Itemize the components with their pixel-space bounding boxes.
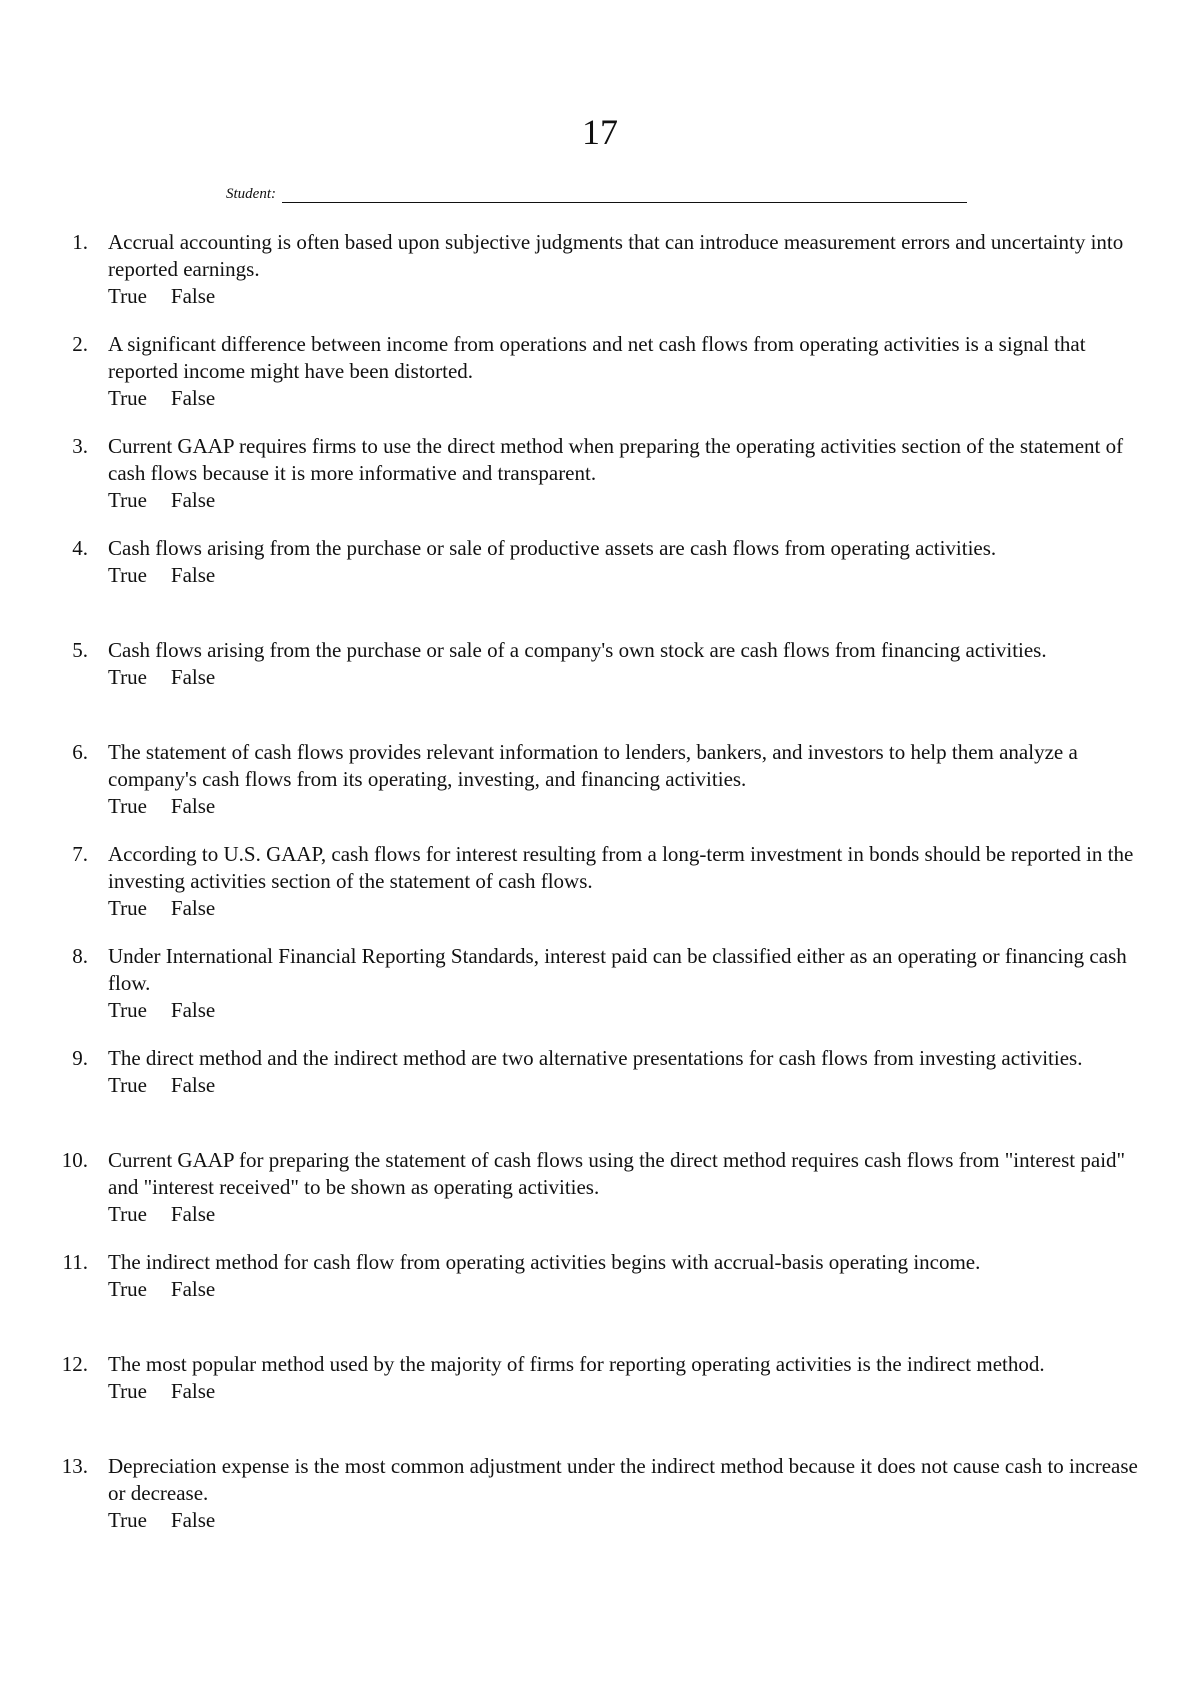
answer-options xyxy=(108,562,1150,589)
question-number: 8. xyxy=(72,944,88,968)
question-text: Accrual accounting is often based upon subjective judgments that can introduce measurement errors and uncertainty into reported earnings. xyxy=(108,230,1124,281)
question-body xyxy=(108,1453,1150,1534)
question-body xyxy=(108,433,1150,514)
answer-option-true[interactable]: True xyxy=(108,1202,147,1226)
question-number: 10. xyxy=(61,1148,88,1172)
question-item xyxy=(0,1147,1200,1249)
question-text: Depreciation expense is the most common adjustment under the indirect method because it does not cause cash to increase or decrease. xyxy=(108,1454,1138,1505)
answer-option-false[interactable]: False xyxy=(170,386,216,410)
answer-options xyxy=(108,1072,1150,1099)
answer-option-true[interactable]: True xyxy=(108,488,147,512)
answer-option-true[interactable]: True xyxy=(108,563,147,587)
question-body xyxy=(108,535,1150,589)
question-item xyxy=(0,535,1200,637)
question-number: 6. xyxy=(72,740,88,764)
answer-options xyxy=(108,1507,1150,1534)
question-item xyxy=(0,433,1200,535)
question-number: 7. xyxy=(72,842,88,866)
answer-options xyxy=(108,664,1150,691)
answer-option-false[interactable]: False xyxy=(170,284,216,308)
question-text: The direct method and the indirect method are two alternative presentations for cash flows from investing activities. xyxy=(108,1046,1083,1070)
answer-option-false[interactable]: False xyxy=(170,563,216,587)
student-name-line xyxy=(226,186,967,203)
question-text: Under International Financial Reporting Standards, interest paid can be classified either as an operating or financing cash flow. xyxy=(108,944,1127,995)
answer-option-false[interactable]: False xyxy=(170,1508,216,1532)
answer-option-true[interactable]: True xyxy=(108,1508,147,1532)
question-number: 5. xyxy=(72,638,88,662)
answer-option-true[interactable]: True xyxy=(108,1073,147,1097)
question-text: The statement of cash flows provides relevant information to lenders, bankers, and investors to help them analyze a company's cash flows from its operating, investing, and financing activities. xyxy=(108,740,1078,791)
question-list xyxy=(0,229,1200,1555)
answer-options xyxy=(108,385,1150,412)
question-item xyxy=(0,739,1200,841)
question-body xyxy=(108,943,1150,1024)
answer-option-true[interactable]: True xyxy=(108,1379,147,1403)
question-item xyxy=(0,1249,1200,1351)
answer-option-false[interactable]: False xyxy=(170,1277,216,1301)
answer-option-true[interactable]: True xyxy=(108,794,147,818)
question-number: 11. xyxy=(62,1250,88,1274)
question-text: Current GAAP requires firms to use the direct method when preparing the operating activities section of the statement of cash flows because it is more informative and transparent. xyxy=(108,434,1124,485)
question-body xyxy=(108,1249,1150,1303)
answer-options xyxy=(108,1201,1150,1228)
question-body xyxy=(108,1351,1150,1405)
question-text: Cash flows arising from the purchase or sale of a company's own stock are cash flows from financing activities. xyxy=(108,638,1047,662)
answer-options xyxy=(108,1276,1150,1303)
student-label: Student: xyxy=(226,186,276,202)
question-item xyxy=(0,1045,1200,1147)
answer-option-false[interactable]: False xyxy=(170,488,216,512)
answer-option-true[interactable]: True xyxy=(108,386,147,410)
question-body xyxy=(108,637,1150,691)
question-text: Current GAAP for preparing the statement of cash flows using the direct method requires cash flows from "interest paid" and "interest received" to be shown as operating activities. xyxy=(108,1148,1126,1199)
question-text: The most popular method used by the majority of firms for reporting operating activities is the indirect method. xyxy=(108,1352,1045,1376)
question-body xyxy=(108,841,1150,922)
answer-option-false[interactable]: False xyxy=(170,1202,216,1226)
question-number: 3. xyxy=(72,434,88,458)
answer-option-true[interactable]: True xyxy=(108,284,147,308)
answer-options xyxy=(108,487,1150,514)
answer-options xyxy=(108,1378,1150,1405)
answer-option-true[interactable]: True xyxy=(108,665,147,689)
answer-option-true[interactable]: True xyxy=(108,998,147,1022)
answer-options xyxy=(108,283,1150,310)
question-body xyxy=(108,739,1150,820)
answer-option-false[interactable]: False xyxy=(170,998,216,1022)
answer-option-false[interactable]: False xyxy=(170,1073,216,1097)
answer-option-false[interactable]: False xyxy=(170,794,216,818)
answer-option-false[interactable]: False xyxy=(170,1379,216,1403)
question-item xyxy=(0,841,1200,943)
student-name-blank xyxy=(282,188,967,203)
answer-options xyxy=(108,895,1150,922)
question-body xyxy=(108,1147,1150,1228)
answer-option-true[interactable]: True xyxy=(108,1277,147,1301)
question-body xyxy=(108,1045,1150,1099)
question-number: 1. xyxy=(72,230,88,254)
question-item xyxy=(0,637,1200,739)
question-item xyxy=(0,943,1200,1045)
question-number: 12. xyxy=(61,1352,88,1376)
chapter-number: 17 xyxy=(582,112,618,152)
question-item xyxy=(0,1453,1200,1555)
answer-options xyxy=(108,793,1150,820)
answer-option-false[interactable]: False xyxy=(170,665,216,689)
question-body xyxy=(108,229,1150,310)
question-body xyxy=(108,331,1150,412)
question-text: A significant difference between income from operations and net cash flows from operating activities is a signal that reported income might have been distorted. xyxy=(108,332,1086,383)
question-item xyxy=(0,1351,1200,1453)
question-text: The indirect method for cash flow from operating activities begins with accrual-basis operating income. xyxy=(108,1250,981,1274)
question-text: According to U.S. GAAP, cash flows for interest resulting from a long-term investment in bonds should be reported in the investing activities section of the statement of cash flows. xyxy=(108,842,1134,893)
question-number: 9. xyxy=(72,1046,88,1070)
question-number: 2. xyxy=(72,332,88,356)
answer-option-false[interactable]: False xyxy=(170,896,216,920)
question-text: Cash flows arising from the purchase or sale of productive assets are cash flows from operating activities. xyxy=(108,536,997,560)
answer-option-true[interactable]: True xyxy=(108,896,147,920)
question-number: 13. xyxy=(61,1454,88,1478)
question-item xyxy=(0,229,1200,331)
question-number: 4. xyxy=(72,536,88,560)
answer-options xyxy=(108,997,1150,1024)
question-item xyxy=(0,331,1200,433)
